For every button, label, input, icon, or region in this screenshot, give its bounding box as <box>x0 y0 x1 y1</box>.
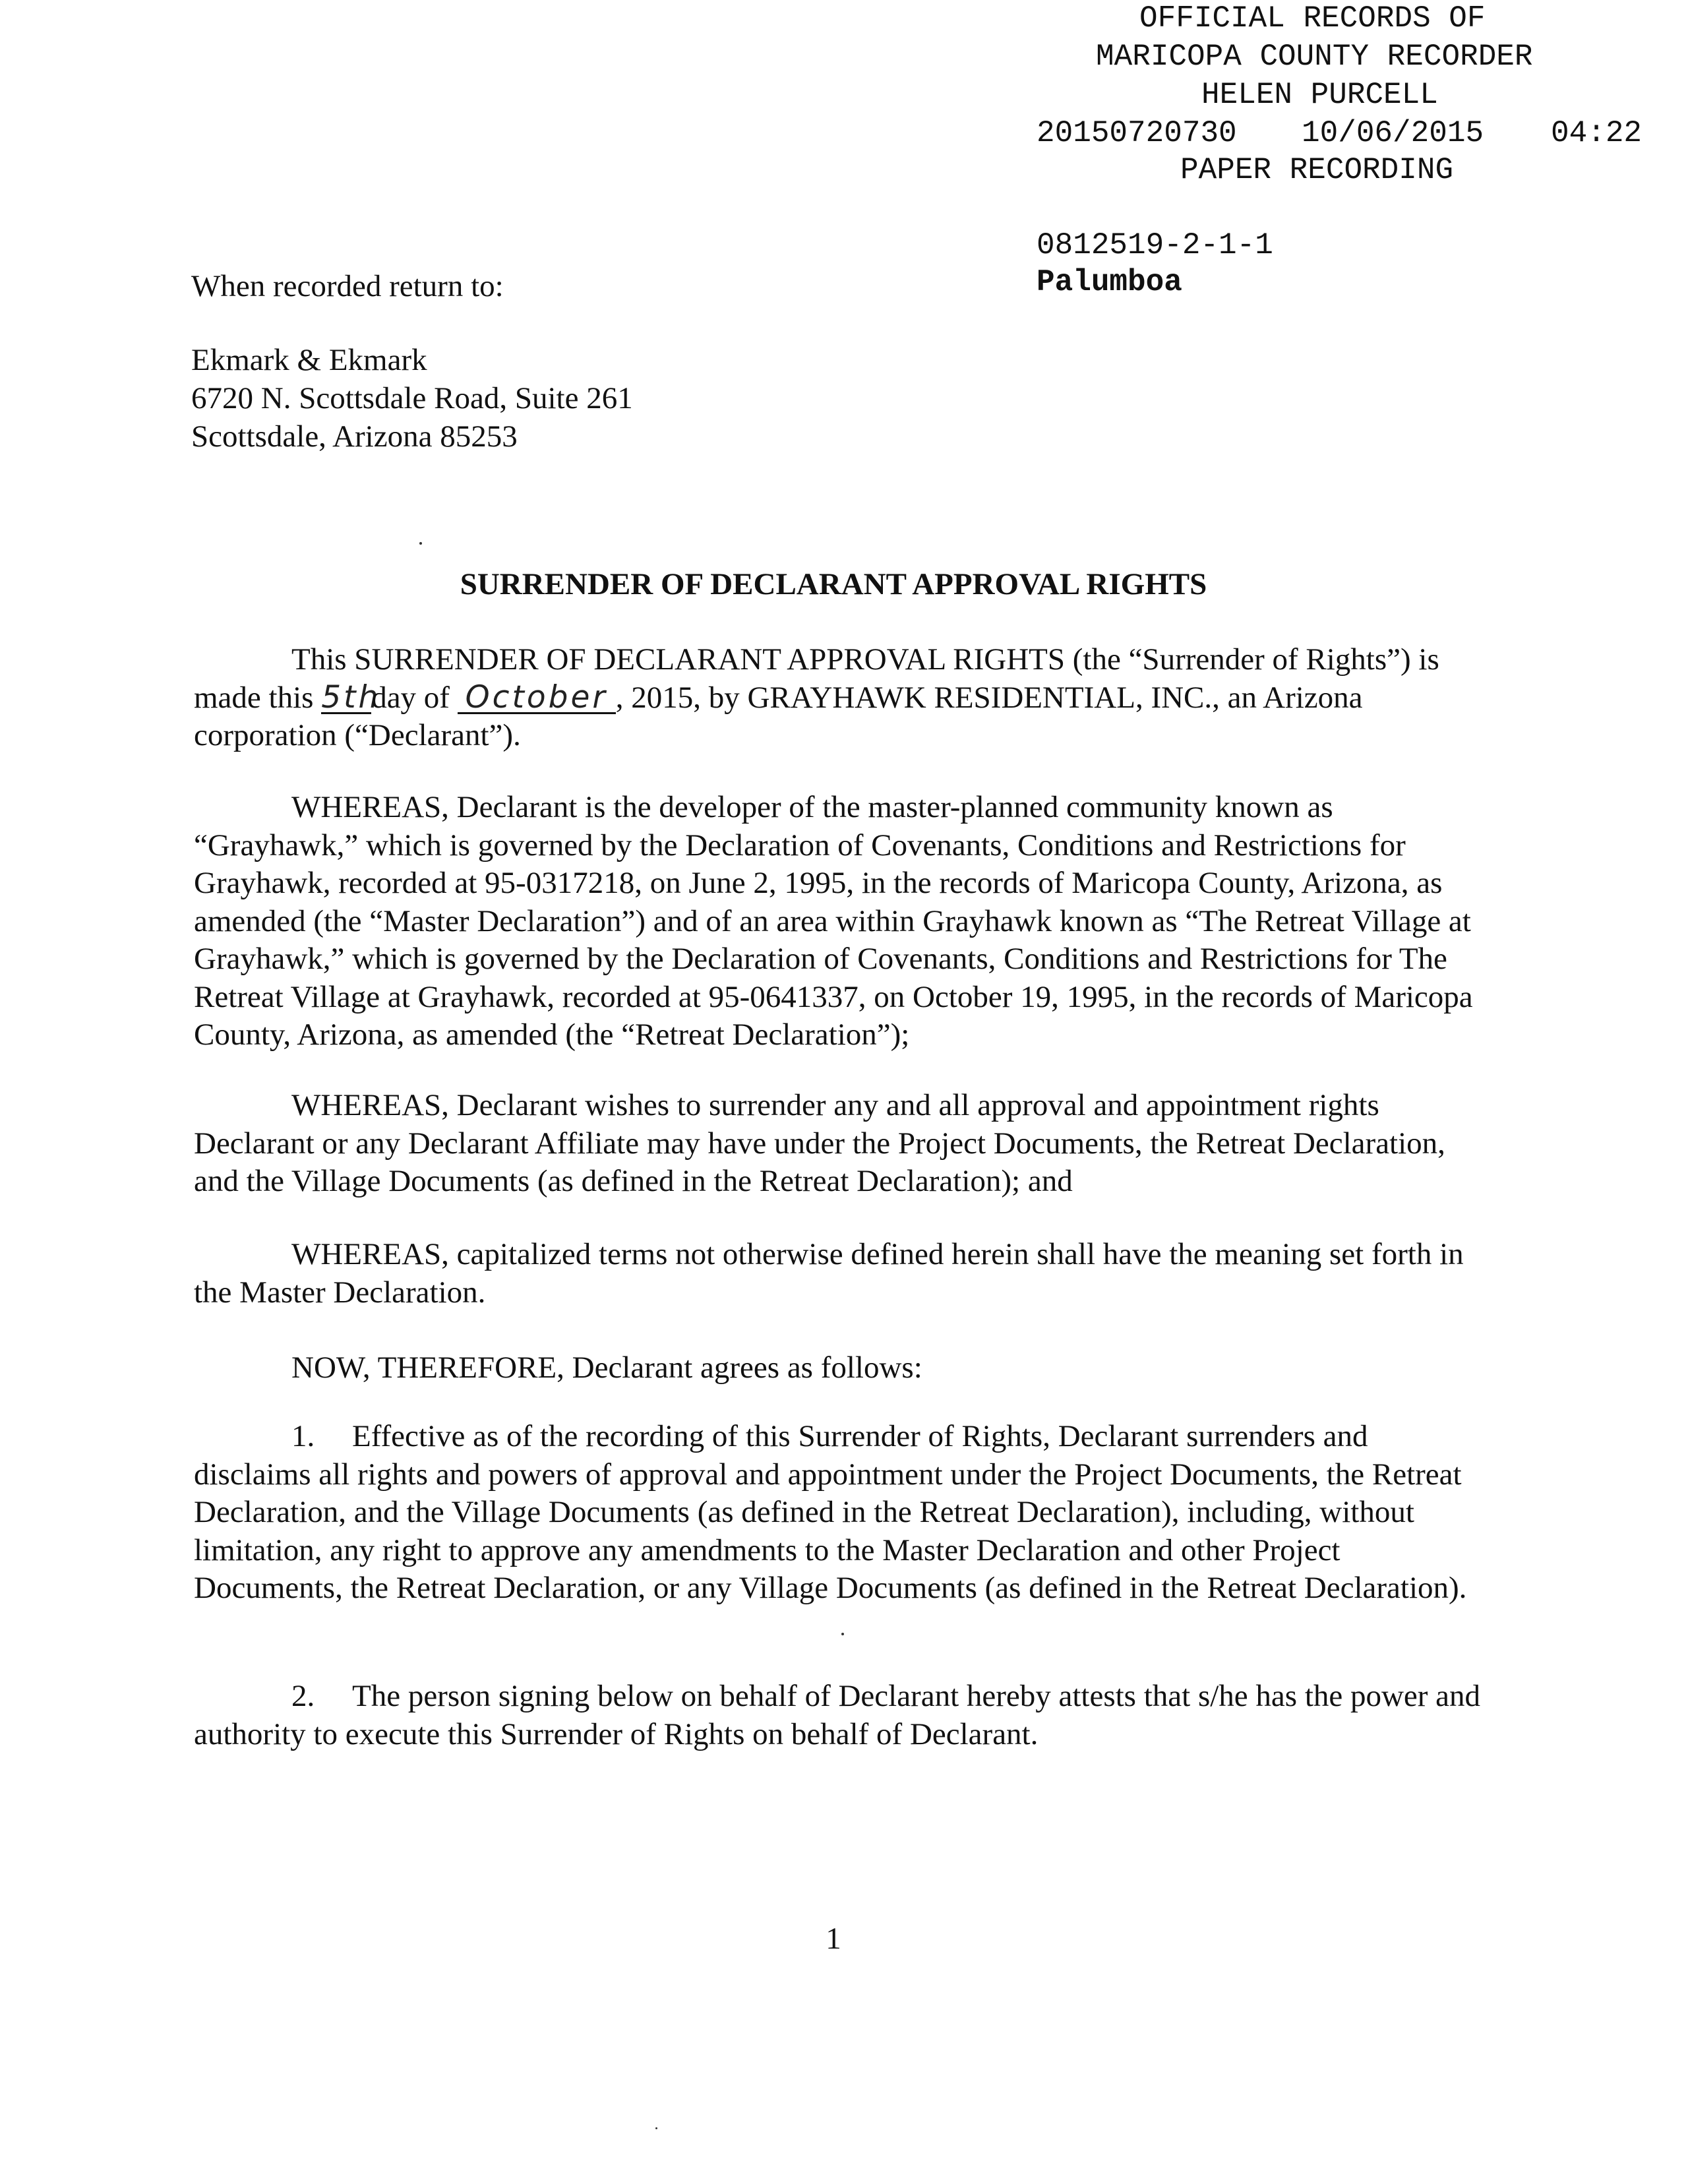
recorder-stamp-line1: OFFICIAL RECORDS OF <box>1139 1 1486 36</box>
now-therefore-text: NOW, THEREFORE, Declarant agrees as follows: <box>291 1350 922 1385</box>
item-2-number: 2. <box>291 1679 315 1713</box>
recorder-record-number: 20150720730 <box>1037 116 1237 150</box>
handwritten-month: October <box>458 683 616 714</box>
handwritten-day: 5th <box>321 679 381 715</box>
numbered-item-1 <box>194 1418 1486 1608</box>
intro-paragraph <box>194 641 1486 755</box>
item-2-text: The person signing below on behalf of Declarant hereby attests that s/he has the power and authority to execute this Surrender of Rights on behalf of Declarant. <box>194 1679 1481 1751</box>
recorder-clerk: Palumboa <box>1037 265 1182 299</box>
intro-text-part2: day of <box>371 680 458 715</box>
recorder-record-date: 10/06/2015 <box>1302 116 1484 150</box>
return-to-name: Ekmark & Ekmark <box>191 343 427 377</box>
whereas-3-text: WHEREAS, capitalized terms not otherwise defined herein shall have the meaning set forth in the Master Declaration. <box>194 1237 1464 1310</box>
recorder-stamp-line2: MARICOPA COUNTY RECORDER <box>1096 40 1533 74</box>
now-therefore-paragraph <box>194 1349 1486 1387</box>
recorder-file-number: 0812519-2-1-1 <box>1037 228 1273 262</box>
page-number: 1 <box>826 1922 841 1956</box>
whereas-paragraph-2 <box>194 1087 1486 1201</box>
item-1-number: 1. <box>291 1419 315 1453</box>
whereas-2-text: WHEREAS, Declarant wishes to surrender any and all approval and appointment rights Declarant or any Declarant Affiliate may have under the Project Documents, the Retreat Declaration, and the Village Documents (as defined in the Retreat Declaration); and <box>194 1088 1445 1198</box>
recorder-stamp-line5: PAPER RECORDING <box>1180 153 1454 187</box>
stray-mark <box>841 1633 844 1635</box>
return-to-label: When recorded return to: <box>191 269 504 303</box>
recorder-record-time: 04:22 <box>1551 116 1643 150</box>
intro-text-part1: This SURRENDER OF DECLARANT APPROVAL RIGHTS (the “Surrender of Rights”) is made this <box>194 642 1439 715</box>
document-title: SURRENDER OF DECLARANT APPROVAL RIGHTS <box>460 567 1207 601</box>
whereas-paragraph-3 <box>194 1236 1486 1312</box>
return-to-street: 6720 N. Scottsdale Road, Suite 261 <box>191 381 633 415</box>
stray-mark <box>655 2127 657 2129</box>
numbered-item-2 <box>194 1678 1486 1753</box>
item-1-text: Effective as of the recording of this Surrender of Rights, Declarant surrenders and disclaims all rights and powers of approval and appointment under the Project Documents, the Retreat Declaration, and the Village Documents (as defined in the Retreat Declaration), including, without limitation, any right to approve any amendments to the Master Declaration and other Project Documents, the Retreat Declaration, or any Village Documents (as defined in the Retreat Declaration). <box>194 1419 1467 1605</box>
intro-text-part3: , 2015, by GRAYHAWK RESIDENTIAL, INC., an Arizona corporation (“Declarant”). <box>194 680 1363 752</box>
stray-mark <box>419 542 422 545</box>
return-to-city: Scottsdale, Arizona 85253 <box>191 419 518 454</box>
whereas-paragraph-1 <box>194 789 1486 1054</box>
recorder-stamp-line3: HELEN PURCELL <box>1201 78 1438 112</box>
whereas-1-text: WHEREAS, Declarant is the developer of the master-planned community known as “Grayhawk,” which is governed by the Declaration of Covenants, Conditions and Restrictions for Grayhawk, recorded at 95-0317218, on June 2, 1995, in the records of Maricopa County, Arizona, as amended (the “Master Declaration”) and of an area within Grayhawk known as “The Retreat Village at Grayhawk,” which is governed by the Declaration of Covenants, Conditions and Restrictions for The Retreat Village at Grayhawk, recorded at 95-0641337, on October 19, 1995, in the records of Maricopa County, Arizona, as amended (the “Retreat Declaration”); <box>194 790 1473 1052</box>
